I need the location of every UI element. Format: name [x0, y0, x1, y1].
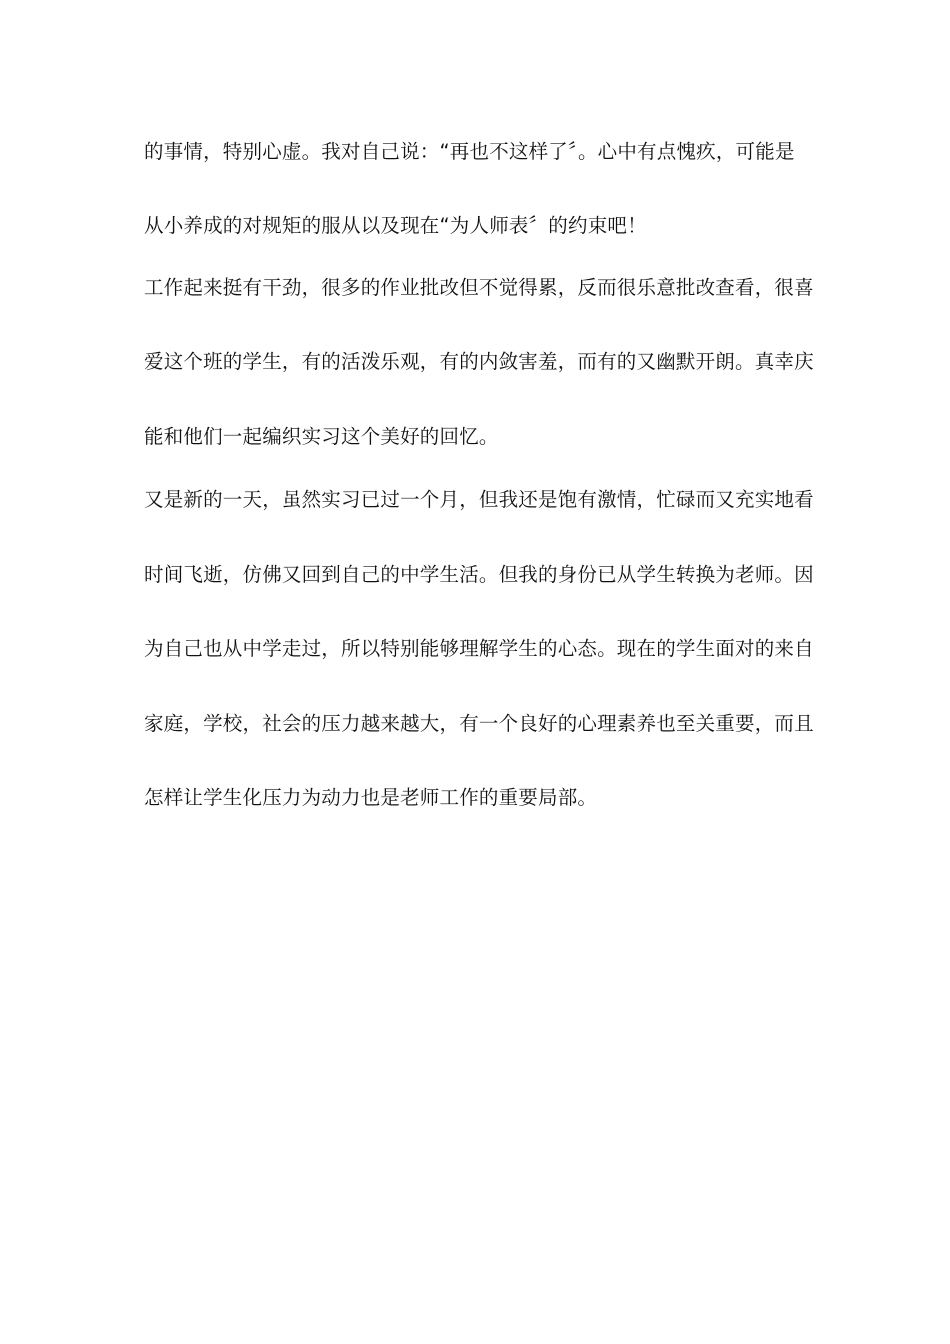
text-line: 又是新的一天，虽然实习已过一个月，但我还是饱有激情，忙碌而又充实地看 [144, 488, 814, 511]
text-line: 时间飞逝，仿佛又回到自己的中学生活。但我的身份已从学生转换为老师。因 [144, 563, 814, 586]
text-line: 家庭，学校，社会的压力越来越大，有一个良好的心理素养也至关重要，而且 [144, 712, 814, 735]
text-line: 为自己也从中学走过，所以特别能够理解学生的心态。现在的学生面对的来自 [144, 637, 814, 660]
text-line: 怎样让学生化压力为动力也是老师工作的重要局部。 [144, 786, 598, 809]
text-line: 爱这个班的学生，有的活泼乐观，有的内敛害羞，而有的又幽默开朗。真幸庆 [144, 350, 814, 373]
text-line: 能和他们一起编织实习这个美好的回忆。 [144, 425, 499, 448]
text-line: 从小养成的对规矩的服从以及现在“为人师表〞的约束吧！ [144, 214, 647, 237]
text-line: 工作起来挺有干劲，很多的作业批改但不觉得累，反而很乐意批改查看，很喜 [144, 276, 814, 299]
text-line: 的事情，特别心虚。我对自己说：“再也不这样了〞。心中有点愧疚，可能是 [144, 140, 795, 163]
